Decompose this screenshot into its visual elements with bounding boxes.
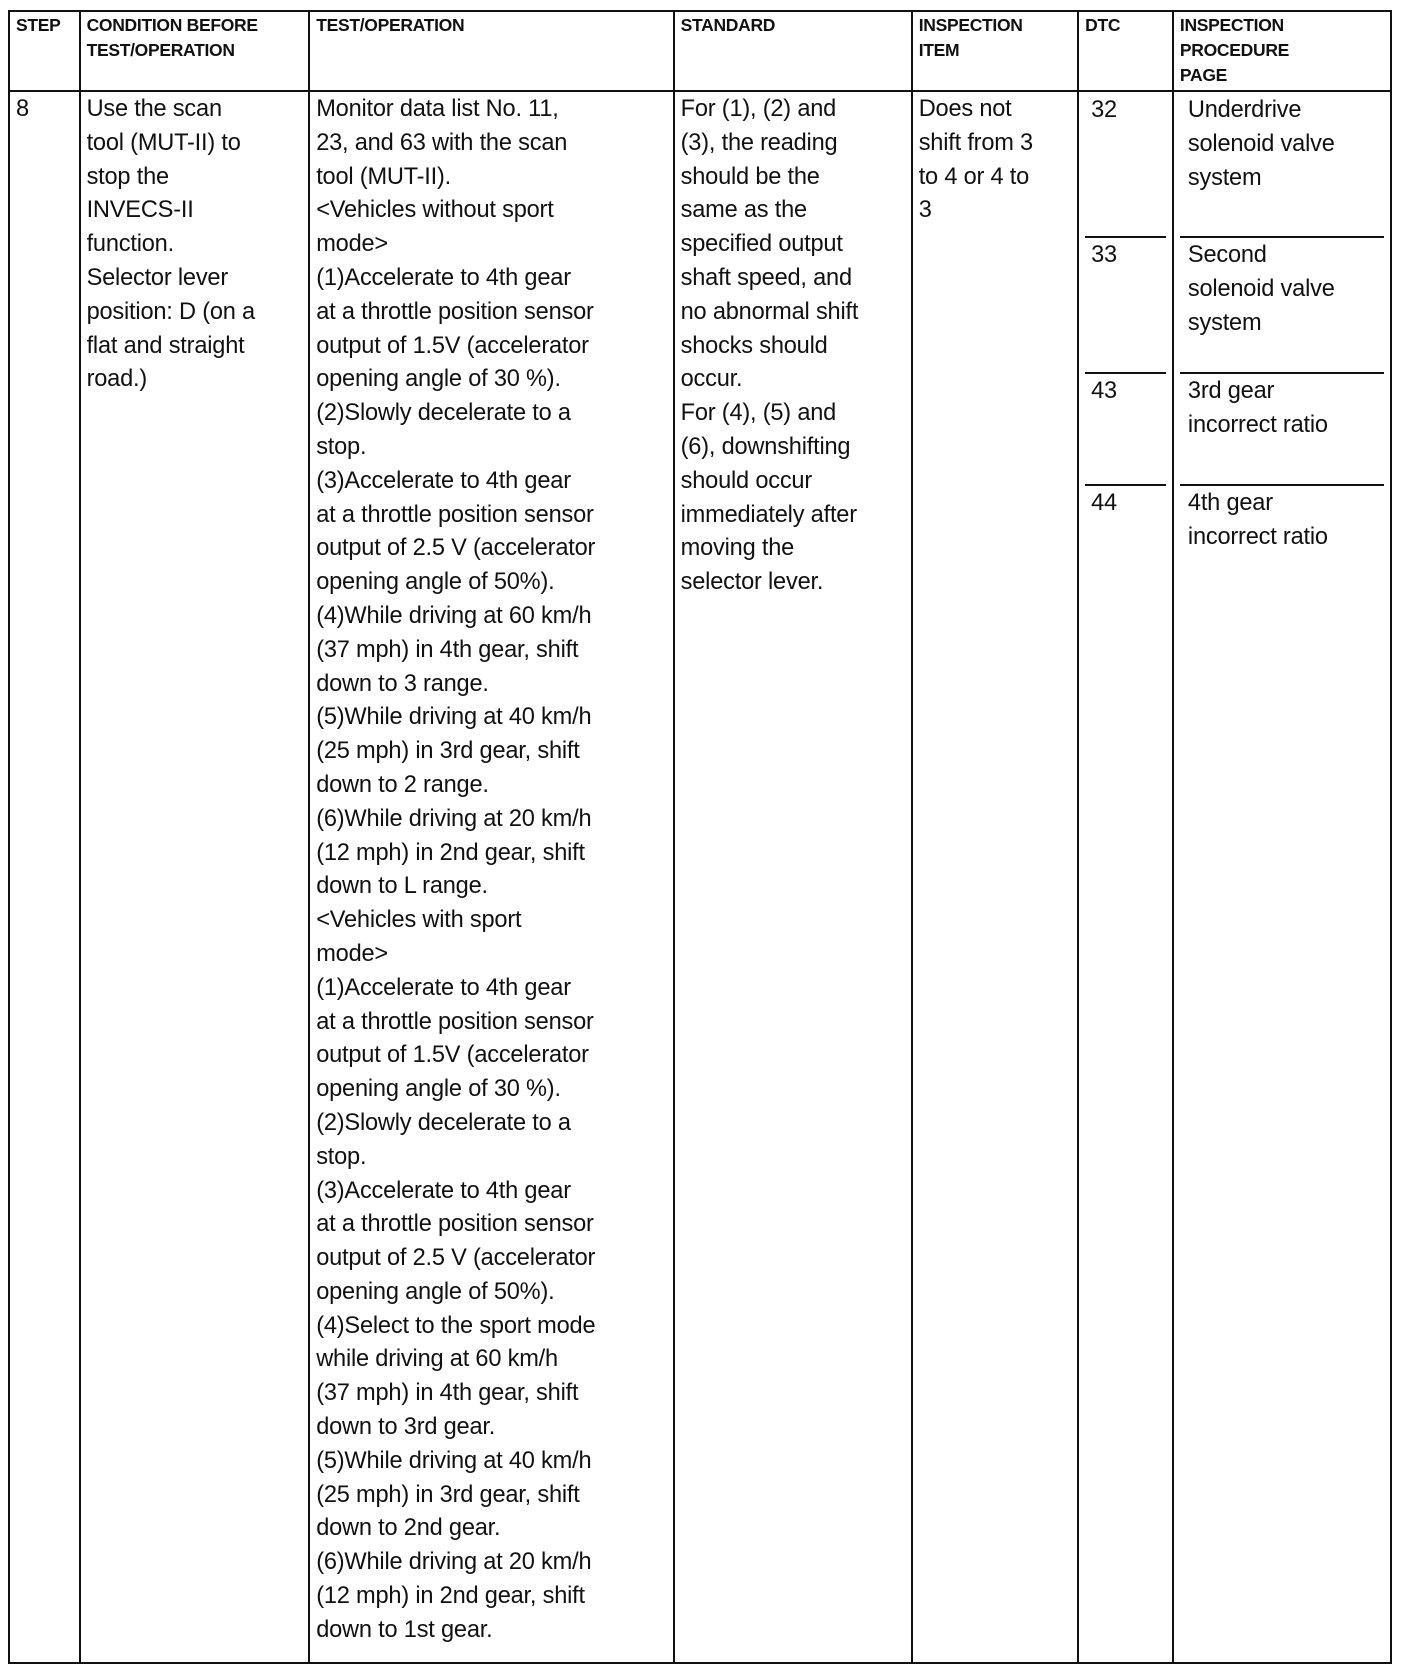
text-line: down to 1st gear. (316, 1616, 493, 1643)
text-line: (37 mph) in 4th gear, shift (316, 1380, 579, 1407)
dtc-cell (1078, 91, 1173, 1663)
header-test-operation: TEST/OPERATION (309, 11, 673, 91)
text-line: INVECS-II (86, 197, 194, 224)
text-line: stop. (316, 1143, 367, 1170)
text-line: output of 1.5V (accelerator (316, 1042, 589, 1069)
header-condition: CONDITION BEFORE TEST/OPERATION (80, 11, 310, 91)
text-line: Use the scan (86, 96, 222, 122)
text-line: moving the (680, 535, 795, 562)
text-line: (1)Accelerate to 4th gear (316, 974, 571, 1001)
text-line: no abnormal shift (680, 298, 859, 325)
text-line: opening angle of 50%). (316, 569, 555, 596)
inspection-item-cell (912, 91, 1078, 1663)
text-line: output of 1.5V (accelerator (316, 332, 589, 359)
text-line: (2)Slowly decelerate to a (316, 400, 571, 427)
text-line: <Vehicles with sport (316, 907, 522, 934)
text-line: (25 mph) in 3rd gear, shift (316, 1481, 580, 1508)
text-line: should occur (680, 467, 813, 494)
header-inspection-item: INSPECTION ITEM (912, 11, 1078, 91)
header-standard: STANDARD (674, 11, 912, 91)
text-line: stop the (86, 163, 169, 190)
text-line: immediately after (680, 501, 857, 528)
text-line: down to L range. (316, 873, 488, 900)
text-line: at a throttle position sensor (316, 1008, 594, 1035)
text-line: road.) (86, 366, 147, 393)
test-operation-cell (309, 91, 673, 1663)
text-line: to 4 or 4 to (918, 163, 1030, 190)
dtc-code: 44 (1091, 490, 1117, 516)
text-line: (3), the reading (680, 129, 838, 156)
text-line: (25 mph) in 3rd gear, shift (316, 738, 580, 765)
text-line: (6)While driving at 20 km/h (316, 805, 592, 832)
text-line: mode> (316, 231, 388, 258)
standard-cell (674, 91, 912, 1663)
header-dtc: DTC (1078, 11, 1173, 91)
text-line: (2)Slowly decelerate to a (316, 1109, 571, 1136)
text-line: (37 mph) in 4th gear, shift (316, 636, 579, 663)
text-line: (12 mph) in 2nd gear, shift (316, 839, 585, 866)
text-line: occur. (680, 366, 743, 393)
text-line: shocks should (680, 332, 828, 359)
text-line: (4)Select to the sport mode (316, 1312, 596, 1339)
text-line: (3)Accelerate to 4th gear (316, 467, 571, 494)
text-line: shift from 3 (918, 129, 1033, 156)
inspection-item-lines (919, 93, 1071, 228)
dtc-code: 43 (1085, 374, 1166, 486)
text-line: 23, and 63 with the scan (316, 129, 568, 156)
text-line: opening angle of 30 %). (316, 366, 561, 393)
text-line: shaft speed, and (680, 264, 852, 291)
text-line: (5)While driving at 40 km/h (316, 1447, 592, 1474)
text-line: function. (86, 231, 174, 258)
test-lines (316, 93, 666, 1648)
table-row (9, 91, 1391, 1663)
text-line: same as the (680, 197, 807, 224)
text-line: down to 2 range. (316, 771, 489, 798)
procedure-cell (1173, 91, 1391, 1663)
text-line: position: D (on a (86, 298, 255, 325)
header-procedure-page: INSPECTION PROCEDURE PAGE (1173, 11, 1391, 91)
text-line: (12 mph) in 2nd gear, shift (316, 1583, 585, 1610)
text-line: specified output (680, 231, 843, 258)
text-line: (4)While driving at 60 km/h (316, 602, 592, 629)
table-header-row (9, 11, 1391, 91)
step-number: 8 (9, 91, 80, 1663)
text-line: For (4), (5) and (680, 400, 837, 427)
text-line: (3)Accelerate to 4th gear (316, 1177, 571, 1204)
text-line: Does not (918, 96, 1012, 122)
dtc-code: 33 (1085, 238, 1166, 374)
text-line: output of 2.5 V (accelerator (316, 535, 596, 562)
text-line: <Vehicles without sport (316, 197, 554, 224)
procedure-entry: 4th gear incorrect ratio (1187, 490, 1328, 550)
text-line: selector lever. (680, 569, 824, 596)
text-line: (1)Accelerate to 4th gear (316, 264, 571, 291)
text-line: For (1), (2) and (680, 96, 837, 122)
text-line: at a throttle position sensor (316, 298, 594, 325)
condition-cell (80, 91, 310, 1663)
text-line: tool (MUT-II). (316, 163, 452, 190)
text-line: (6), downshifting (680, 433, 851, 460)
text-line: down to 3 range. (316, 670, 489, 697)
condition-lines (87, 93, 303, 397)
standard-lines (681, 93, 905, 600)
text-line: while driving at 60 km/h (316, 1346, 558, 1373)
text-line: tool (MUT-II) to (86, 129, 241, 156)
text-line: down to 3rd gear. (316, 1414, 496, 1441)
text-line: at a throttle position sensor (316, 501, 594, 528)
text-line: flat and straight (86, 332, 245, 359)
text-line: 3 (918, 197, 932, 224)
dtc-code: 32 (1085, 93, 1166, 238)
text-line: stop. (316, 433, 367, 460)
procedure-entry: Underdrive solenoid valve system (1180, 93, 1384, 238)
text-line: at a throttle position sensor (316, 1211, 594, 1238)
text-line: opening angle of 30 %). (316, 1076, 561, 1103)
header-step: STEP (9, 11, 80, 91)
procedure-entry: 3rd gear incorrect ratio (1180, 374, 1384, 486)
procedure-entry: Second solenoid valve system (1180, 238, 1384, 374)
text-line: Selector lever (86, 264, 229, 291)
text-line: mode> (316, 940, 388, 967)
troubleshooting-table (8, 10, 1392, 1664)
text-line: opening angle of 50%). (316, 1278, 555, 1305)
text-line: (6)While driving at 20 km/h (316, 1549, 592, 1576)
text-line: down to 2nd gear. (316, 1515, 501, 1542)
text-line: Monitor data list No. 11, (316, 96, 559, 122)
text-line: should be the (680, 163, 820, 190)
text-line: output of 2.5 V (accelerator (316, 1245, 596, 1272)
text-line: (5)While driving at 40 km/h (316, 704, 592, 731)
